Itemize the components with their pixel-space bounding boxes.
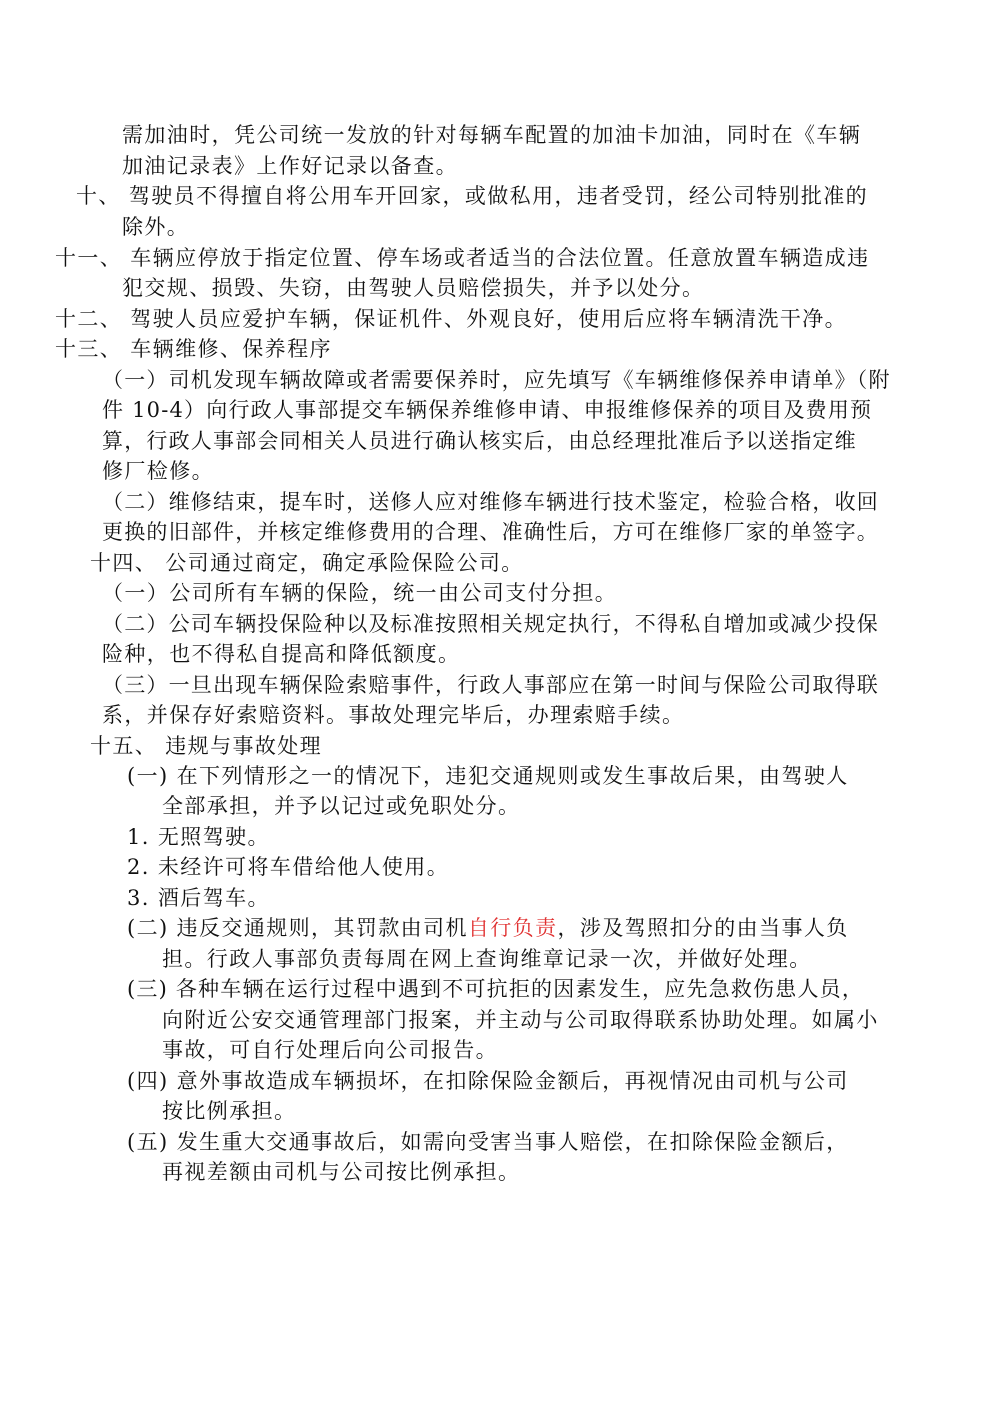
highlighted-text: 自行负责 (467, 916, 558, 940)
clause-13-1-line: （一）司机发现车辆故障或者需要保养时，应先填写《车辆维修保养申请单》（附 (102, 368, 891, 392)
clause-15-3-line: 事故，可自行处理后向公司报告。 (162, 1038, 498, 1062)
clause-11-line: 十一、 车辆应停放于指定位置、停车场或者适当的合法位置。任意放置车辆造成违 (55, 246, 870, 270)
clause-13-1-line: 算，行政人事部会同相关人员进行确认核实后，由总经理批准后予以送指定维 (102, 429, 857, 453)
clause-15-3-line: (三) 各种车辆在运行过程中遇到不可抗拒的因素发生，应先急救伤患人员， (127, 977, 865, 1001)
clause-14-2-line: 险种，也不得私自提高和降低额度。 (102, 642, 461, 666)
clause-14-heading: 十四、 公司通过商定，确定承险保险公司。 (90, 551, 524, 575)
clause-15-2-line: 担。行政人事部负责每周在网上查询维章记录一次，并做好处理。 (162, 947, 812, 971)
clause-14-3-line: （三）一旦出现车辆保险索赔事件，行政人事部应在第一时间与保险公司取得联 (102, 673, 879, 697)
clause-15-2-text: (二) 违反交通规则，其罚款由司机 (127, 916, 468, 940)
clause-10-line: 十、 驾驶员不得擅自将公用车开回家，或做私用，违者受罚，经公司特别批准的 (76, 184, 869, 208)
paragraph-line: 加油记录表》上作好记录以备查。 (122, 154, 458, 178)
clause-13-2-line: 更换的旧部件，并核定维修费用的合理、准确性后，方可在维修厂家的单签字。 (102, 520, 879, 544)
clause-15-5-line: (五) 发生重大交通事故后，如需向受害当事人赔偿，在扣除保险金额后， (127, 1130, 849, 1154)
list-item: 3. 酒后驾车。 (127, 886, 270, 910)
clause-14-2-line: （二）公司车辆投保险种以及标准按照相关规定执行，不得私自增加或减少投保 (102, 612, 879, 636)
clause-15-2-line (127, 913, 849, 943)
clause-14-3-line: 系，并保存好索赔资料。事故处理完毕后，办理索赔手续。 (102, 703, 685, 727)
list-item: 1. 无照驾驶。 (127, 825, 270, 849)
clause-13-2-line: （二）维修结束，提车时，送修人应对维修车辆进行技术鉴定，检验合格，收回 (102, 490, 879, 514)
clause-14-1-line: （一）公司所有车辆的保险，统一由公司支付分担。 (102, 581, 618, 605)
clause-15-1-line: 全部承担，并予以记过或免职处分。 (162, 794, 521, 818)
clause-15-1-line: (一) 在下列情形之一的情况下，违犯交通规则或发生事故后果，由驾驶人 (127, 764, 849, 788)
clause-12-line: 十二、 驾驶人员应爱护车辆，保证机件、外观良好，使用后应将车辆清洗干净。 (55, 307, 848, 331)
clause-10-line: 除外。 (122, 215, 190, 239)
clause-13-1-line: 件 10-4）向行政人事部提交车辆保养维修申请、申报维修保养的项目及费用预 (102, 398, 873, 422)
clause-15-5-line: 再视差额由司机与公司按比例承担。 (162, 1160, 521, 1184)
clause-13-heading: 十三、 车辆维修、保养程序 (55, 337, 332, 361)
list-item: 2. 未经许可将车借给他人使用。 (127, 855, 450, 879)
clause-15-3-line: 向附近公安交通管理部门报案，并主动与公司取得联系协助处理。如属小 (162, 1008, 879, 1032)
paragraph-line: 需加油时，凭公司统一发放的针对每辆车配置的加油卡加油，同时在《车辆 (122, 123, 862, 147)
clause-15-4-line: 按比例承担。 (162, 1099, 297, 1123)
clause-15-4-line: (四) 意外事故造成车辆损坏，在扣除保险金额后，再视情况由司机与公司 (127, 1069, 849, 1093)
clause-11-line: 犯交规、损毁、失窃，由驾驶人员赔偿损失，并予以处分。 (122, 276, 705, 300)
clause-15-2-text: ，涉及驾照扣分的由当事人负 (557, 916, 849, 940)
clause-15-heading: 十五、 违规与事故处理 (90, 734, 323, 758)
clause-13-1-line: 修厂检修。 (102, 459, 214, 483)
